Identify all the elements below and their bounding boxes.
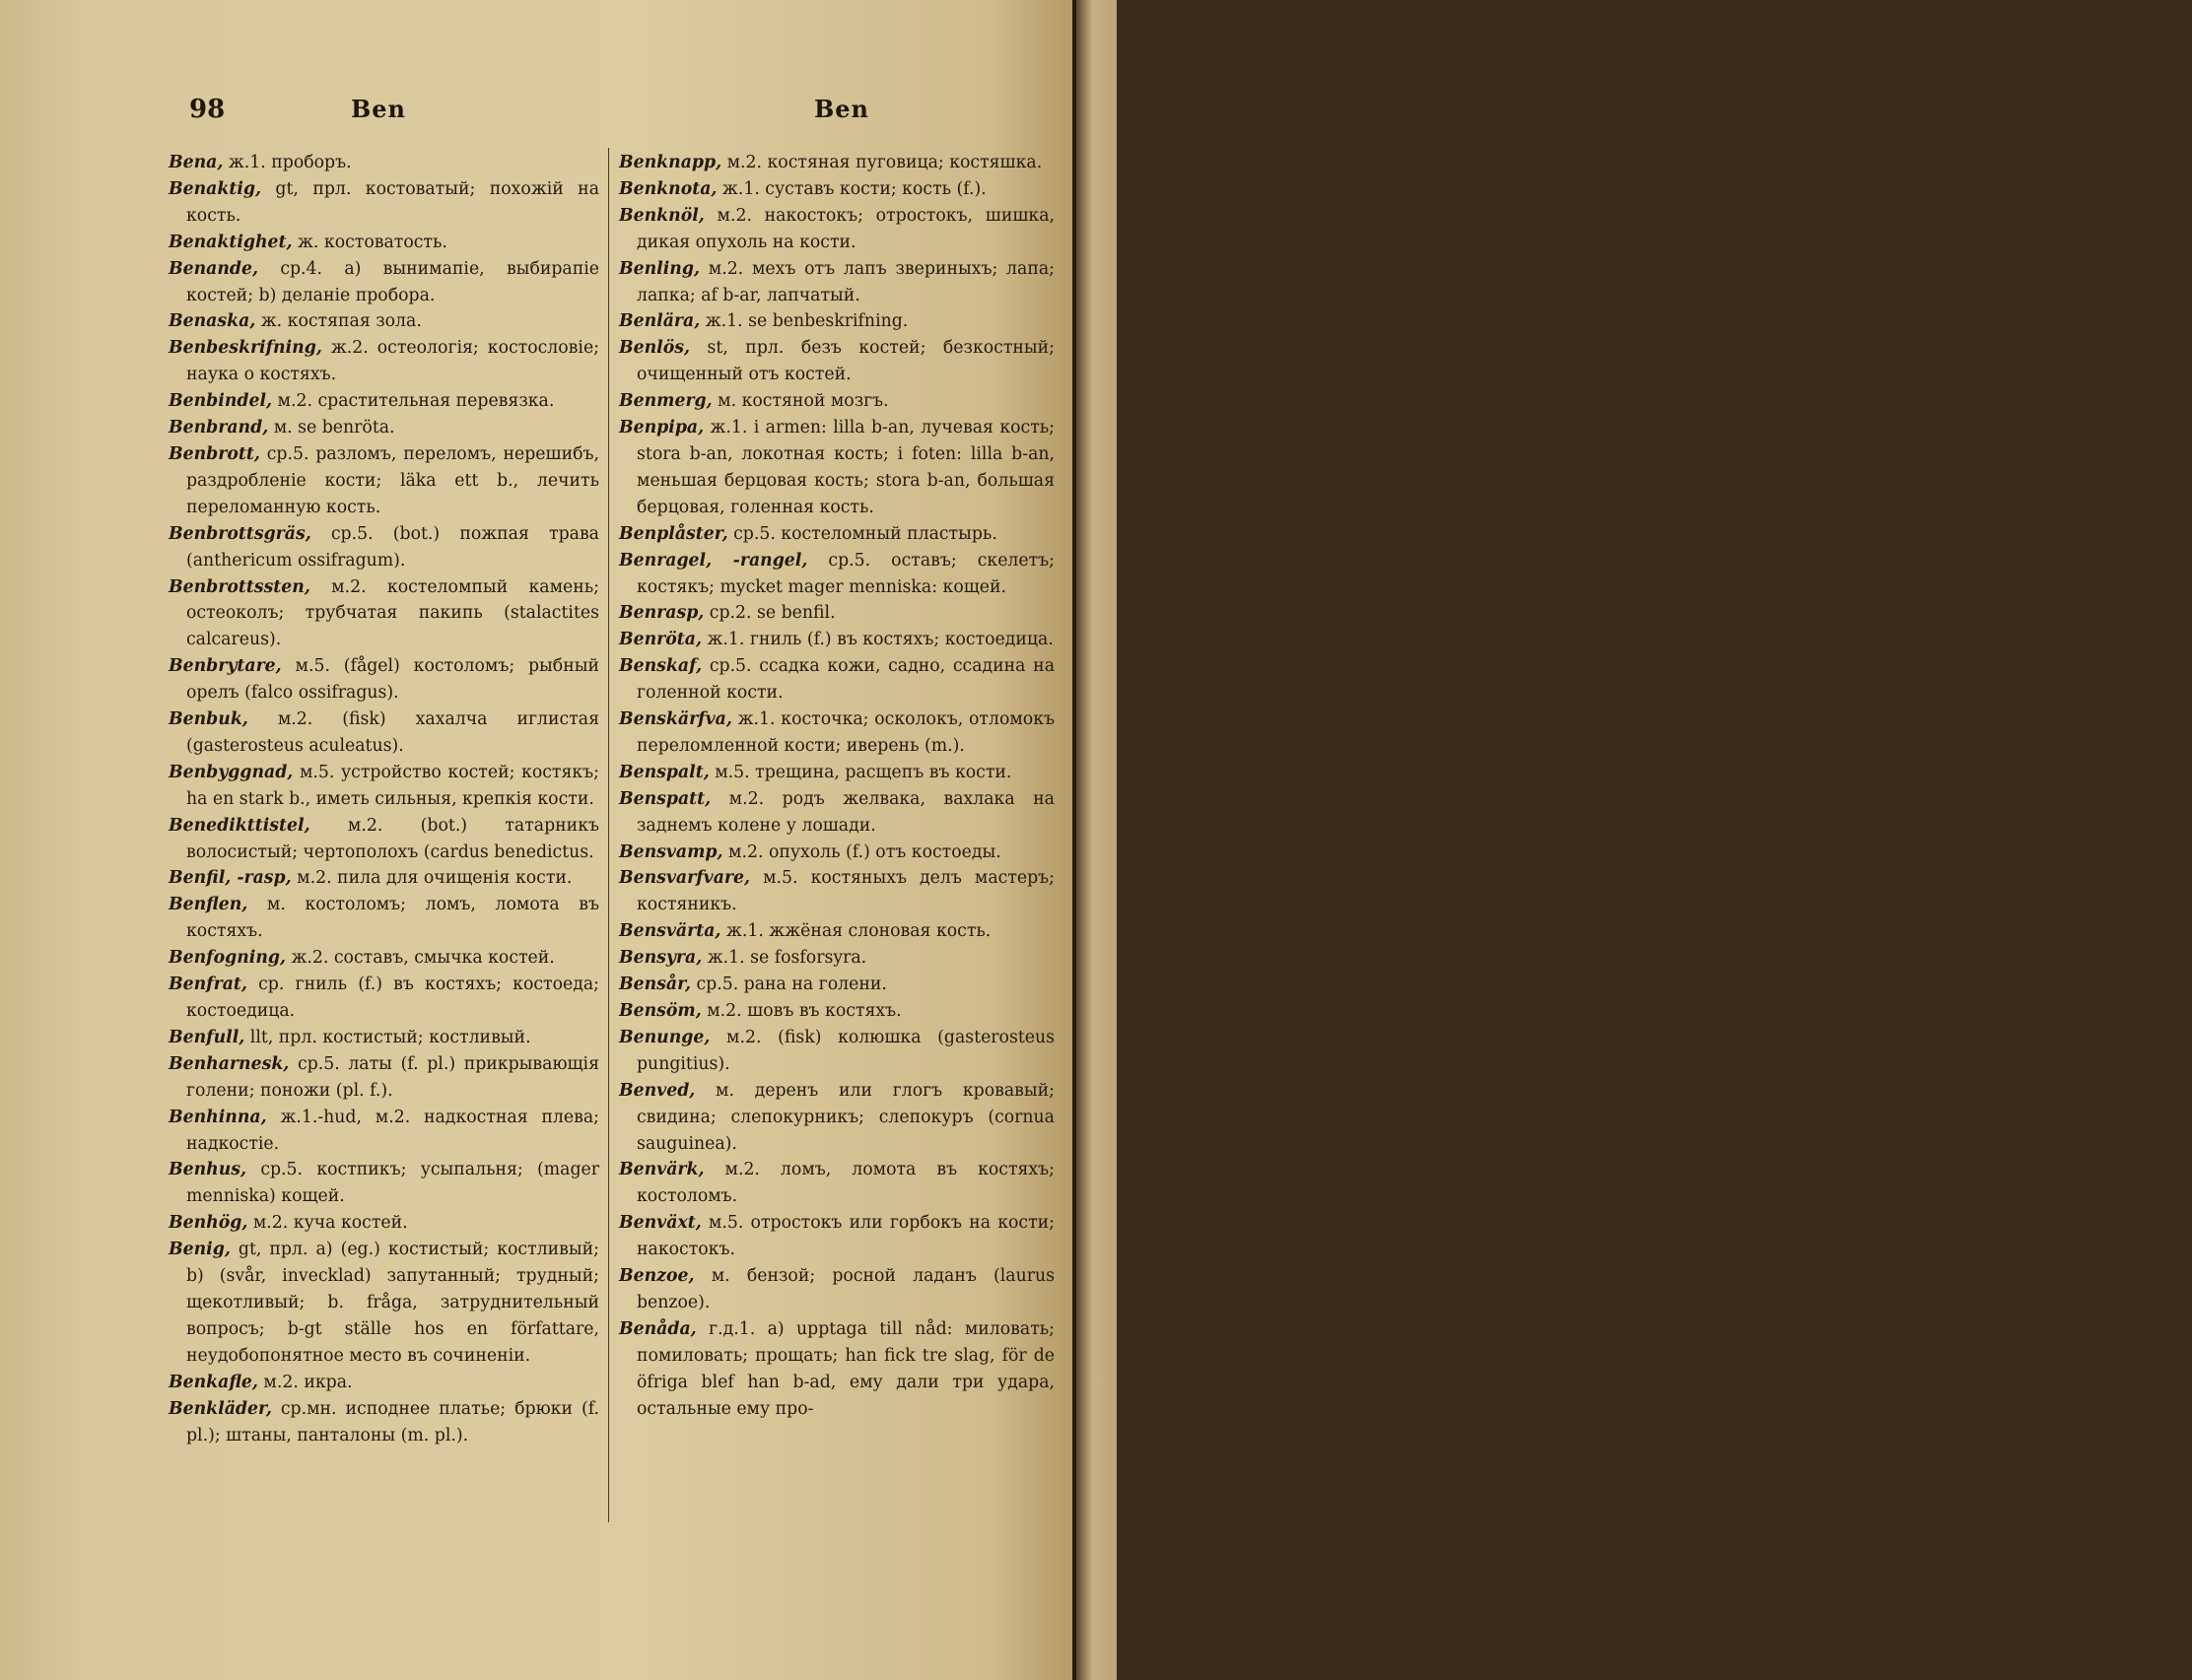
dictionary-entry xyxy=(169,1370,599,1396)
definition: gt, прл. а) (eg.) костистый; костливый; b) (svår, invecklad) запутанный; трудный; щекотливый; b. fråga, затруднительный вопросъ; b-gt ställe hos en författare, неудобопонятное место въ сочиненіи. xyxy=(186,1240,599,1366)
definition: м.2. родъ желвака, вахлака на заднемъ колене у лошади. xyxy=(637,788,1055,836)
dictionary-entry xyxy=(619,865,1055,918)
definition: ж.1. проборъ. xyxy=(223,153,352,172)
dictionary-entry xyxy=(619,388,1055,415)
definition: ж.1. i armen: lilla b-an, лучевая кость; stora b-an, локотная кость; i foten: lilla b-an, меньшая берцовая кость; stora b-an, большая берцовая, голенная кость. xyxy=(637,418,1055,517)
dictionary-entry xyxy=(619,203,1055,256)
facing-page-fragment: Be xyxy=(2164,649,2184,664)
headword: Bensvamp, xyxy=(619,841,723,862)
definition: м.2. костяная пуговица; костяшка. xyxy=(721,153,1043,172)
definition: м.2. костеломпый камень; остеоколъ; трубчатая пакипь (stalactites calcareus). xyxy=(186,576,599,650)
definition: м.2. мехъ отъ лапъ звериныхъ; лапа; лапка; af b-ar, лапчатый. xyxy=(637,258,1055,305)
dictionary-entry xyxy=(619,918,1055,945)
facing-page-fragment: l xyxy=(2164,463,2169,478)
dictionary-entry xyxy=(169,521,599,574)
headword: Bensyra, xyxy=(619,948,703,969)
headword: Benåda, xyxy=(619,1318,697,1339)
facing-page-fragment: Ie xyxy=(2164,250,2179,265)
definition: ж.1. суставъ кости; кость (f.). xyxy=(717,178,987,199)
definition: м.2. ломъ, ломота въ костяхъ; костоломъ. xyxy=(637,1160,1055,1207)
headword: Benling, xyxy=(619,258,700,279)
facing-page-fragment: n xyxy=(2164,170,2174,185)
dictionary-entry xyxy=(619,308,1055,335)
headword: Benkläder, xyxy=(169,1398,272,1419)
dictionary-entry xyxy=(619,335,1055,388)
headword: Benbindel, xyxy=(169,391,273,412)
headword: Benröta, xyxy=(619,630,702,650)
definition: м.2. срастительная перевязка. xyxy=(272,391,555,412)
dictionary-entry xyxy=(169,1237,599,1370)
facing-page-fragment: c xyxy=(2164,144,2172,159)
definition: ж.1. косточка; осколокъ, отломокъ переломленной кости; иверень (m.). xyxy=(637,709,1055,756)
headword: Benpipa, xyxy=(619,418,705,438)
facing-page-fragment: Bs xyxy=(2164,915,2183,930)
facing-page-fragment: la xyxy=(2164,330,2178,345)
definition: ж.1. se fosforsyra. xyxy=(702,948,867,969)
dictionary-entry xyxy=(169,1105,599,1158)
headword: Benväxt, xyxy=(619,1213,702,1234)
dictionary-entry xyxy=(619,998,1055,1025)
headword: Benaktighet, xyxy=(169,232,293,252)
page-number: 98 xyxy=(189,95,226,124)
dictionary-entry xyxy=(169,972,599,1025)
dictionary-entry xyxy=(169,1396,599,1449)
facing-page-fragment: i xyxy=(2164,490,2169,504)
right-column xyxy=(619,150,1055,1423)
definition: м.5. (fågel) костоломъ; рыбный орелъ (falco ossifragus). xyxy=(186,656,599,704)
dictionary-entry xyxy=(169,308,599,335)
headword: Benbyggnad, xyxy=(169,762,294,782)
dictionary-page xyxy=(0,0,1074,1680)
definition: м. se benröta. xyxy=(268,418,395,438)
definition: м.2. шовъ въ костяхъ. xyxy=(701,1001,902,1021)
definition: м.2. накостокъ; отростокъ, шишка, дикая опухоль на кости. xyxy=(637,205,1055,252)
facing-page-fragment: l xyxy=(2164,383,2169,398)
facing-page-fragment: l xyxy=(2164,623,2169,638)
definition: ср.5. разломъ, переломъ, нерешибъ, раздробленіе кости; läka ett b., лечить переломанную кость. xyxy=(186,443,599,517)
definition: ср. гниль (f.) въ костяхъ; костоеда; костоедица. xyxy=(186,974,599,1021)
headword: Benspalt, xyxy=(619,762,710,782)
headword: Benragel, -rangel, xyxy=(619,550,808,571)
dictionary-entry xyxy=(619,415,1055,521)
definition: ж. костяпая зола. xyxy=(255,311,422,332)
definition: м. костоломъ; ломъ, ломота въ костяхъ. xyxy=(186,895,599,942)
headword: Benedikttistel, xyxy=(169,815,310,836)
facing-page-fragment: t xyxy=(2164,437,2171,451)
definition: м.2. (fisk) хахалча иглистая (gasterosteus aculeatus). xyxy=(186,709,599,756)
facing-page-fragment: se xyxy=(2164,596,2180,611)
facing-page-fragment: B xyxy=(2164,1075,2175,1090)
dictionary-entry xyxy=(619,150,1055,176)
definition: ж.1.-hud, м.2. надкостная плева; надкостіе. xyxy=(186,1107,599,1154)
headword: Benzoe, xyxy=(619,1266,695,1287)
definition: ж.2. составъ, смычка костей. xyxy=(286,948,555,969)
headword: Benspatt, xyxy=(619,788,712,809)
definition: ср.5. костпикъ; усыпальня; (mager menniska) кощей. xyxy=(186,1160,599,1207)
headword: Benhus, xyxy=(169,1160,247,1180)
dictionary-entry xyxy=(169,415,599,441)
definition: м. бензой; росной ладанъ (laurus benzoe). xyxy=(637,1266,1055,1312)
definition: llt, прл. костистый; костливый. xyxy=(244,1027,531,1047)
definition: ср.мн. исподнее платье; брюки (f. pl.); штаны, панталоны (m. pl.). xyxy=(186,1398,599,1445)
definition: м.5. трещина, расщепъ въ кости. xyxy=(709,762,1012,782)
dictionary-entry xyxy=(619,972,1055,998)
headword: Benved, xyxy=(619,1080,696,1101)
definition: ж.1. se benbeskrifning. xyxy=(700,311,909,332)
dictionary-entry xyxy=(169,1051,599,1105)
headword: Bena, xyxy=(169,153,224,172)
headword: Benknapp, xyxy=(619,153,722,172)
definition: gt, прл. костоватый; похожій на кость. xyxy=(186,178,599,226)
definition: м.2. опухоль (f.) отъ костоеды. xyxy=(722,841,1001,862)
definition: м.2. (fisk) колюшка (gasterosteus pungitius). xyxy=(637,1027,1055,1074)
headword: Bensvärta, xyxy=(619,921,721,942)
definition: ж. костоватость. xyxy=(292,232,447,252)
left-running-head: Ben xyxy=(351,95,407,123)
dictionary-entry xyxy=(619,786,1055,840)
dictionary-entry xyxy=(619,521,1055,548)
dictionary-entry xyxy=(169,813,599,866)
dictionary-entry xyxy=(619,760,1055,786)
facing-page-fragment: b xyxy=(2164,703,2174,717)
headword: Benbrottsgräs, xyxy=(169,523,311,544)
headword: Benlös, xyxy=(619,338,691,359)
facing-page-fragment: Be xyxy=(2164,1022,2184,1037)
dictionary-entry xyxy=(169,150,599,176)
definition: м.2. пила для очищенія кости. xyxy=(291,868,573,889)
facing-page-fragment: B xyxy=(2164,836,2175,850)
dictionary-entry xyxy=(619,548,1055,601)
facing-page-fragment: ir xyxy=(2164,756,2176,771)
definition: м. деренъ или глогъ кровавый; свидина; слепокурникъ; слепокуръ (cornua sauguinea). xyxy=(637,1080,1055,1154)
headword: Benharnesk, xyxy=(169,1053,290,1074)
dictionary-entry xyxy=(169,1210,599,1237)
dictionary-entry xyxy=(169,865,599,892)
left-column xyxy=(169,150,599,1448)
dictionary-entry xyxy=(619,1025,1055,1078)
dictionary-entry xyxy=(169,176,599,230)
dictionary-entry xyxy=(619,1157,1055,1210)
facing-page-fragment: bv xyxy=(2164,862,2181,877)
dictionary-entry xyxy=(169,441,599,521)
headword: Benbrottssten, xyxy=(169,576,310,597)
definition: м.5. костяныхъ делъ мастеръ; костяникъ. xyxy=(637,868,1055,915)
dictionary-entry xyxy=(619,627,1055,653)
definition: м. костяной мозгъ. xyxy=(712,391,889,412)
dictionary-entry xyxy=(619,1210,1055,1263)
headword: Benskaf, xyxy=(619,656,703,677)
dictionary-entry xyxy=(169,706,599,760)
dictionary-entry xyxy=(169,892,599,945)
definition: м.5. устройство костей; костякъ; ha en stark b., иметь сильныя, крепкія кости. xyxy=(186,762,599,809)
facing-page-fragment: a xyxy=(2164,516,2173,531)
definition: ср.5. (bot.) пожпая трава (anthericum ossifragum). xyxy=(186,523,599,571)
definition: м.2. икра. xyxy=(257,1372,353,1392)
dictionary-entry xyxy=(619,600,1055,627)
dictionary-entry xyxy=(169,335,599,388)
dictionary-entry xyxy=(169,1025,599,1051)
facing-page-fragment: ü xyxy=(2164,357,2174,371)
facing-page-fragment: t xyxy=(2164,197,2171,212)
definition: ж.2. остеологія; костословіе; наука о костяхъ. xyxy=(186,338,599,385)
dictionary-entry xyxy=(619,945,1055,972)
dictionary-entry xyxy=(619,1263,1055,1316)
dictionary-entry xyxy=(169,760,599,813)
dictionary-entry xyxy=(619,653,1055,706)
headword: Benaska, xyxy=(169,311,256,332)
facing-page-fragment: l xyxy=(2164,224,2169,238)
headword: Benflen, xyxy=(169,895,248,915)
dictionary-entry xyxy=(619,176,1055,203)
headword: Benknota, xyxy=(619,178,718,199)
facing-page-fragment: b xyxy=(2164,782,2174,797)
facing-page-fragment: b xyxy=(2164,303,2174,318)
headword: Bensvarfvare, xyxy=(619,868,751,889)
facing-page-fragment: ti xyxy=(2164,277,2175,292)
headword: Benande, xyxy=(169,258,259,279)
headword: Benknöl, xyxy=(619,205,705,226)
dictionary-entry xyxy=(169,1157,599,1210)
headword: Benskärfva, xyxy=(619,709,732,730)
dictionary-entry xyxy=(169,388,599,415)
headword: Benplåster, xyxy=(619,523,728,544)
facing-page-fragment: Be xyxy=(2164,995,2184,1010)
facing-page-fragment: e xyxy=(2164,410,2173,425)
definition: м.2. (bot.) татарникъ волосистый; чертополохъ (cardus benedictus. xyxy=(186,815,599,862)
facing-page-fragment: sa xyxy=(2164,729,2180,744)
definition: м.5. отростокъ или горбокъ на кости; накостокъ. xyxy=(637,1213,1055,1260)
definition: ср.5. латы (f. pl.) прикрывающія голени; поножи (pl. f.). xyxy=(186,1053,599,1101)
definition: st, прл. безъ костей; безкостный; очищенный отъ костей. xyxy=(637,338,1055,385)
headword: Benbuk, xyxy=(169,709,248,730)
facing-page-fragment: Be xyxy=(2164,969,2184,983)
headword: Benig, xyxy=(169,1240,231,1260)
dictionary-entry xyxy=(169,653,599,706)
definition: ср.4. а) вынимапіе, выбирапіе костей; b) деланіе пробора. xyxy=(186,258,599,305)
headword: Benbrytare, xyxy=(169,656,282,677)
facing-page-fragment: Bv xyxy=(2164,889,2183,904)
dictionary-entry xyxy=(169,230,599,256)
headword: Bensöm, xyxy=(619,1001,702,1021)
headword: Benlära, xyxy=(619,311,701,332)
column-divider xyxy=(608,148,609,1522)
headword: Benhinna, xyxy=(169,1107,267,1127)
facing-page-fragment: s xyxy=(2164,570,2172,584)
facing-page-fragment: B xyxy=(2164,809,2175,824)
headword: Benunge, xyxy=(619,1027,711,1047)
definition: г.д.1. а) upptaga till nåd: миловать; помиловать; прощать; han fick tre slag, för de öfriga blef han b-ad, ему дали три удара, остальные ему про- xyxy=(637,1318,1055,1419)
dictionary-entry xyxy=(619,706,1055,760)
definition: м.2. куча костей. xyxy=(247,1213,408,1234)
definition: ср.5. оставъ; скелетъ; костякъ; mycket mager menniska: кощей. xyxy=(637,550,1056,597)
headword: Benbrand, xyxy=(169,418,269,438)
headword: Benfogning, xyxy=(169,948,287,969)
facing-page-fragment: Bu xyxy=(2164,676,2185,691)
headword: Benaktig, xyxy=(169,178,261,199)
page-header xyxy=(0,95,1074,134)
dictionary-entry xyxy=(169,945,599,972)
dictionary-entry xyxy=(619,256,1055,309)
definition: ср.5. костеломный пластырь. xyxy=(727,523,997,544)
definition: ж.1. гниль (f.) въ костяхъ; костоедица. xyxy=(702,630,1054,650)
dictionary-entry xyxy=(619,1316,1055,1423)
headword: Benfull, xyxy=(169,1027,245,1047)
dictionary-entry xyxy=(619,1078,1055,1158)
headword: Benfrat, xyxy=(169,974,247,995)
facing-page-fragment: I xyxy=(2164,543,2171,558)
facing-page-fragment: Bo xyxy=(2164,942,2184,957)
right-running-head: Ben xyxy=(814,95,870,123)
dictionary-entry xyxy=(169,256,599,309)
facing-page-edge xyxy=(1076,0,2185,1680)
headword: Benkafle, xyxy=(169,1372,258,1392)
headword: Bensår, xyxy=(619,974,691,995)
headword: Benmerg, xyxy=(619,391,713,412)
dictionary-entry xyxy=(619,840,1055,866)
definition: ср.5. рана на голени. xyxy=(690,974,887,995)
definition: ж.1. жжёная слоновая кость. xyxy=(720,921,992,942)
headword: Benbrott, xyxy=(169,443,260,464)
facing-page-letters xyxy=(2164,138,2192,1122)
headword: Benrasp, xyxy=(619,603,705,624)
facing-page-fragment: Be xyxy=(2164,1102,2184,1116)
facing-page-fragment: Be xyxy=(2164,1048,2184,1063)
headword: Benfil, -rasp, xyxy=(169,868,292,889)
definition: ср.5. ссадка кожи, садно, ссадина на голенной кости. xyxy=(637,656,1055,704)
headword: Benvärk, xyxy=(619,1160,705,1180)
definition: ср.2. se benfil. xyxy=(704,603,836,624)
headword: Benhög, xyxy=(169,1213,248,1234)
headword: Benbeskrifning, xyxy=(169,338,322,359)
dictionary-entry xyxy=(169,574,599,654)
